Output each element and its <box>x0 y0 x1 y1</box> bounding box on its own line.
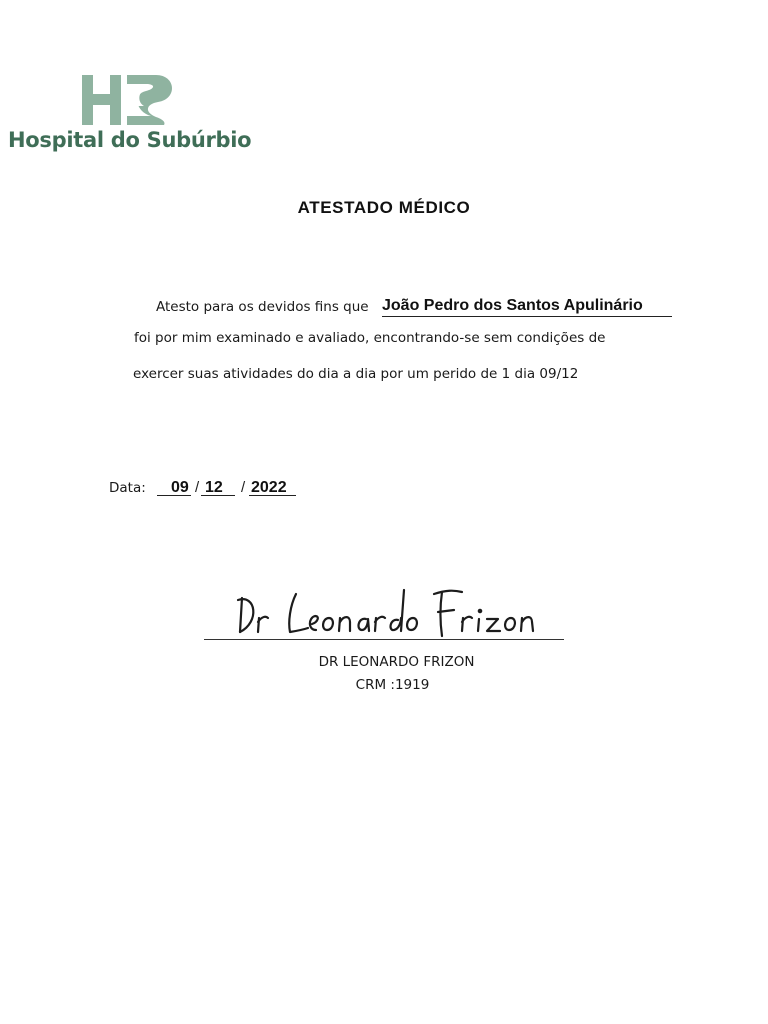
attestation-line-3: exercer suas atividades do dia a dia por um perido de 1 dia 09/12 <box>133 366 579 382</box>
doctor-crm: CRM :1919 <box>355 677 430 693</box>
doctor-name: DR LEONARDO FRIZON <box>318 654 475 670</box>
handwritten-signature <box>204 578 566 642</box>
date-day-underline <box>157 495 191 496</box>
document-title: ATESTADO MÉDICO <box>297 198 471 217</box>
date-year-underline <box>249 495 296 496</box>
date-month-underline <box>201 495 235 496</box>
attestation-intro: Atesto para os devidos fins que <box>156 299 369 315</box>
date-label: Data: <box>109 480 146 496</box>
patient-name-underline <box>382 316 672 317</box>
hospital-logo-text: Hospital do Subúrbio <box>8 128 252 152</box>
date-separator: / <box>241 479 246 496</box>
patient-name: João Pedro dos Santos Apulinário <box>382 297 643 314</box>
attestation-line-2: foi por mim examinado e avaliado, encontrando-se sem condições de <box>134 330 606 346</box>
hs-logo-mark <box>6 72 254 132</box>
date-month: 12 <box>205 479 223 496</box>
signature-line <box>204 639 564 640</box>
hospital-logo <box>6 72 254 162</box>
date-separator: / <box>195 479 200 496</box>
date-year: 2022 <box>251 479 287 496</box>
date-day: 09 <box>171 479 189 496</box>
